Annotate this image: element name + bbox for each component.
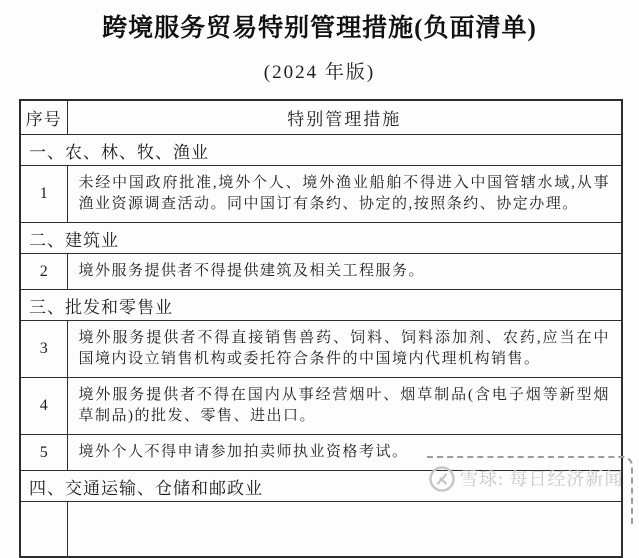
row-number: 2 (20, 254, 67, 290)
measure-text: 境外服务提供者不得在国内从事经营烟叶、烟草制品(含电子烟等新型烟草制品)的批发、零售、进出口。 (67, 378, 622, 435)
measure-text: 境外服务提供者不得提供建筑及相关工程服务。 (67, 254, 622, 290)
watermark (427, 456, 633, 526)
header-measure: 特别管理措施 (67, 100, 622, 135)
measure-row (20, 254, 622, 290)
page-subtitle: (2024 年版) (263, 62, 376, 83)
section-label: 三、批发和零售业 (20, 290, 622, 321)
xueqiu-logo-icon (429, 466, 455, 492)
watermark-text: 雪球: 每日经济新闻 (460, 469, 624, 489)
measure-row (20, 378, 622, 435)
row-number: 3 (20, 321, 67, 378)
row-number: 5 (20, 435, 67, 471)
section-label: 二、建筑业 (20, 223, 622, 254)
section-row (20, 223, 622, 254)
row-number: 4 (20, 378, 67, 435)
section-row (20, 135, 622, 166)
measure-text: 境外个人不得申请参加拍卖师执业资格考试。 (67, 435, 622, 471)
measure-row (20, 321, 622, 378)
row-number: 1 (20, 166, 67, 223)
section-label: 四、交通运输、仓储和邮政业 (20, 471, 622, 502)
row-number (20, 502, 67, 558)
page-title: 跨境服务贸易特别管理措施(负面清单) (102, 15, 537, 42)
table-header-row (20, 100, 622, 135)
measure-row (20, 166, 622, 223)
section-label: 一、农、林、牧、渔业 (20, 135, 622, 166)
measure-text: 未经中国政府批准,境外个人、境外渔业船舶不得进入中国管辖水域,从事渔业资源调查活动。同中国订有条约、协定的,按照条约、协定办理。 (67, 166, 622, 223)
measure-text: 境外服务提供者不得直接销售兽药、饲料、饲料添加剂、农药,应当在中国境内设立销售机构或委托符合条件的中国境内代理机构销售。 (67, 321, 622, 378)
header-index: 序号 (20, 100, 67, 135)
section-row (20, 290, 622, 321)
